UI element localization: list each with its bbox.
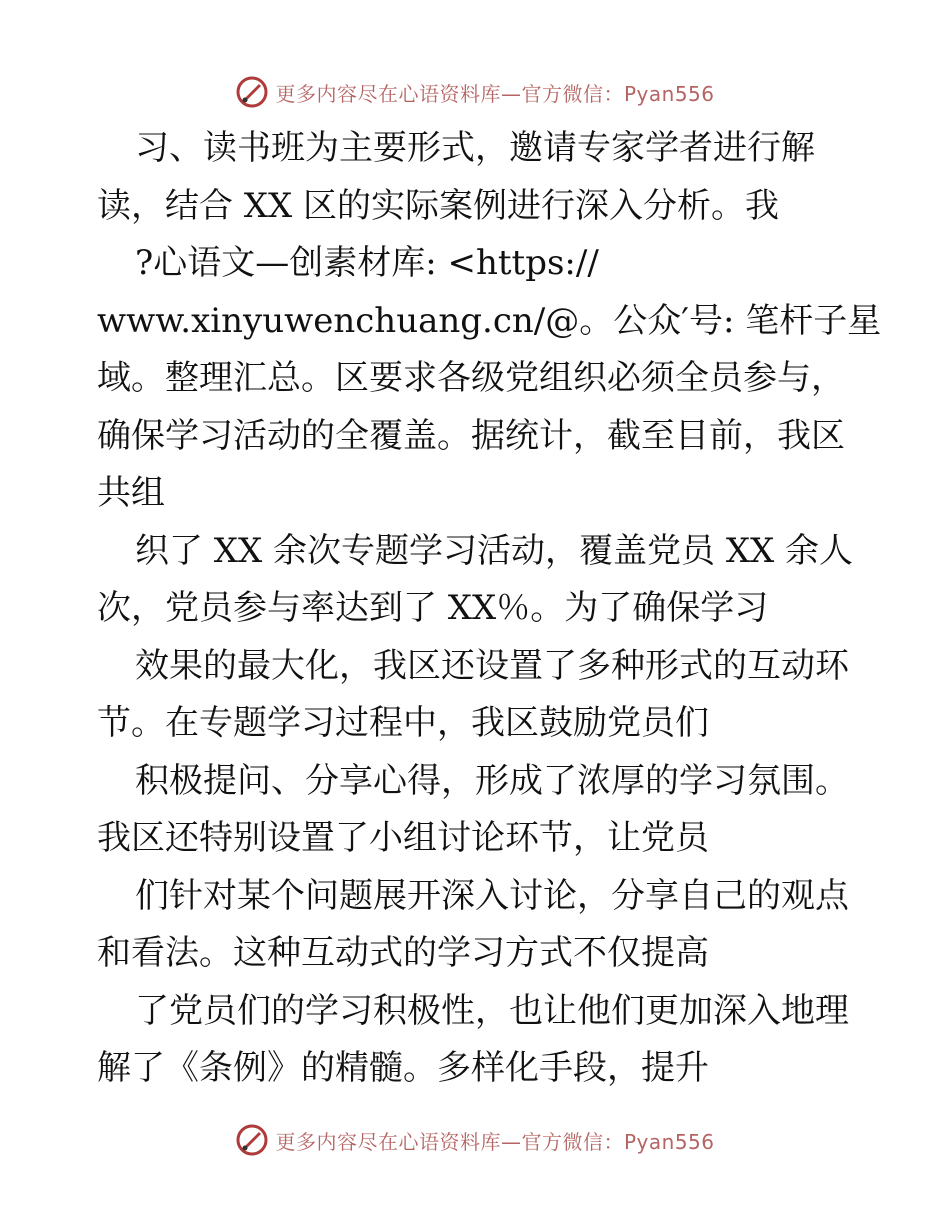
header-wechat-id: Pyan556 bbox=[623, 81, 715, 106]
footer-brand: 更多内容尽在心语资料库 bbox=[275, 1129, 501, 1154]
header-separator: — bbox=[500, 81, 522, 106]
text-line: 和看法。这种互动式的学习方式不仅提高 bbox=[97, 933, 709, 973]
text-line: www.xinyuwenchuang.cn/@。公众′号: 笔杆子星 bbox=[97, 300, 882, 341]
footer-text bbox=[275, 1126, 714, 1155]
text-line: 习、读书班为主要形式，邀请专家学者进行解 bbox=[135, 128, 815, 168]
document-body bbox=[97, 120, 882, 1098]
text-line: 效果的最大化，我区还设置了多种形式的互动环 bbox=[135, 645, 849, 686]
text-line: 了党员们的学习积极性，也让他们更加深入地理 bbox=[135, 990, 849, 1031]
header-text bbox=[275, 78, 714, 107]
footer-banner bbox=[0, 1120, 950, 1160]
header-banner bbox=[0, 72, 950, 112]
header-brand: 更多内容尽在心语资料库 bbox=[275, 81, 501, 106]
footer-separator: — bbox=[500, 1129, 522, 1154]
text-line: 织了 XX 余次专题学习活动，覆盖党员 XX 余人 bbox=[135, 530, 854, 571]
text-line: 节。在专题学习过程中，我区鼓励党员们 bbox=[97, 703, 709, 743]
text-line: 域。整理汇总。区要求各级党组织必须全员参与， bbox=[97, 358, 845, 398]
quill-logo-icon bbox=[235, 1123, 269, 1157]
footer-wechat-id: Pyan556 bbox=[623, 1129, 715, 1154]
text-line: 我区还特别设置了小组讨论环节，让党员 bbox=[97, 818, 709, 858]
text-line: 们针对某个问题展开深入讨论，分享自己的观点 bbox=[135, 875, 849, 916]
header-wechat-label: 官方微信： bbox=[521, 81, 624, 106]
footer-wechat-label: 官方微信： bbox=[521, 1129, 624, 1154]
text-line: 共组 bbox=[97, 473, 165, 513]
text-line: 确保学习活动的全覆盖。据统计，截至目前，我区 bbox=[97, 415, 845, 456]
text-line: 积极提问、分享心得，形成了浓厚的学习氛围。 bbox=[135, 760, 849, 801]
text-line: ?心语文—创素材库: <https:// bbox=[135, 243, 599, 283]
text-line: 解了《条例》的精髓。多样化手段，提升 bbox=[97, 1048, 709, 1088]
quill-logo-icon bbox=[235, 75, 269, 109]
text-line: 读，结合 XX 区的实际案例进行深入分析。我 bbox=[97, 185, 780, 226]
text-line: 次，党员参与率达到了 XX％。为了确保学习 bbox=[97, 588, 769, 628]
